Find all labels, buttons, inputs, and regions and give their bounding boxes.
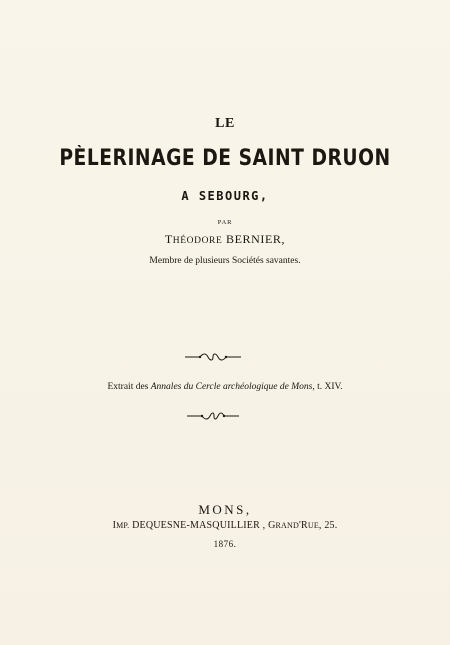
- extract-note: [0, 382, 450, 392]
- author-last-name: BERNIER,: [226, 232, 286, 246]
- extract-suffix: , t. XIV.: [312, 382, 343, 392]
- author-first-rest: HÉODORE: [172, 236, 223, 246]
- printer-line: [0, 520, 450, 531]
- printer-number: , 25.: [318, 520, 338, 531]
- by-label: PAR: [217, 219, 233, 226]
- author-name: [0, 232, 450, 247]
- author-membership: Membre de plusieurs Sociétés savantes.: [149, 256, 301, 266]
- printer-i: I: [112, 520, 117, 531]
- publication-year: 1876.: [213, 539, 237, 549]
- printer-r: 'R: [298, 520, 308, 531]
- printer-rand: RAND: [275, 521, 299, 530]
- extract-prefix: Extrait des: [107, 382, 149, 392]
- author-first-initial: T: [164, 232, 173, 246]
- printer-mp: MP.: [116, 521, 130, 530]
- publication-city: MONS,: [198, 502, 252, 517]
- extract-journal: Annales du Cercle archéologique de Mons: [150, 382, 313, 392]
- subtitle: A SEBOURG,: [181, 189, 269, 203]
- printer-name: DEQUESNE-MASQUILLIER ,: [132, 520, 266, 531]
- title-article: LE: [215, 116, 235, 131]
- ornament-divider-icon: [184, 352, 242, 362]
- printer-ue: UE: [307, 521, 319, 530]
- printer-g: G: [268, 520, 276, 531]
- main-title: PÈLERINAGE DE SAINT DRUON: [59, 146, 391, 171]
- ornament-divider-icon: [186, 411, 240, 421]
